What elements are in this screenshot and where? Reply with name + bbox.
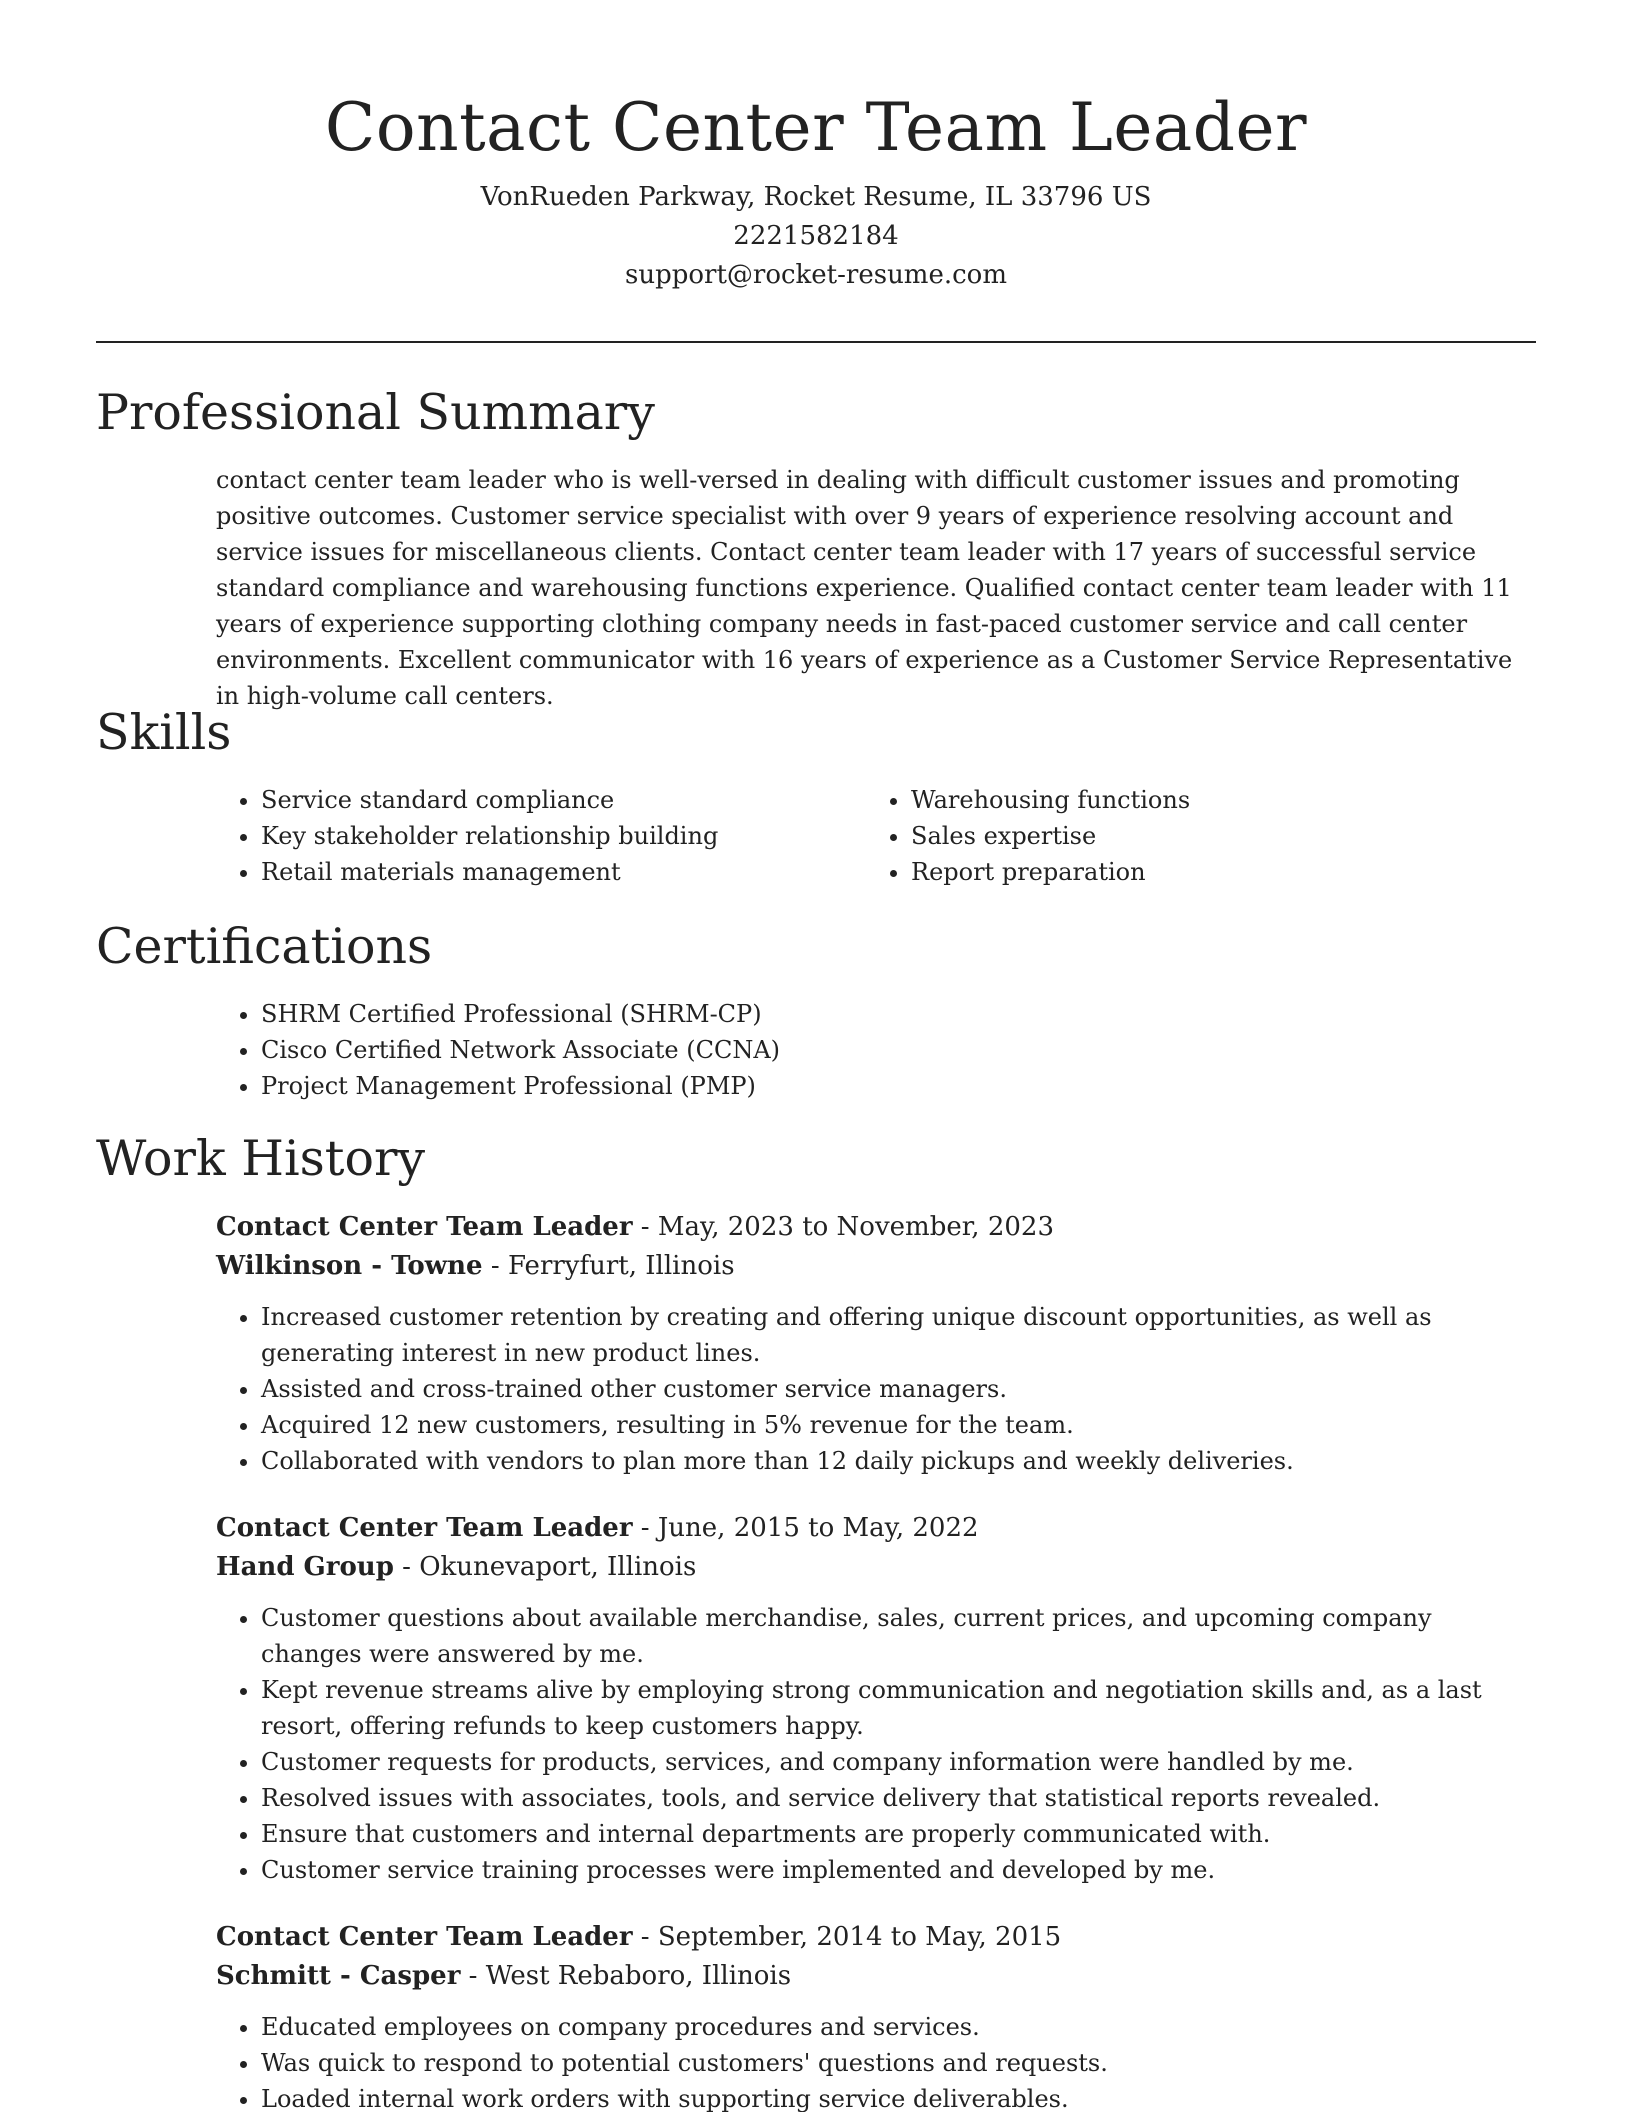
job-bullet: • Ensure that customers and internal departments are properly communicated with.	[261, 1816, 1536, 1852]
job-dates: May, 2023 to November, 2023	[657, 1212, 1054, 1242]
job-bullet: • Acquired 12 new customers, resulting in 5% revenue for the team.	[261, 1407, 1536, 1443]
job-title-line: Contact Center Team Leader - May, 2023 to November, 2023	[216, 1212, 1054, 1242]
candidate-name: Contact Center Team Leader	[324, 89, 1308, 166]
work-history-heading: Work History	[96, 1130, 426, 1187]
job-bullet: • Educated employees on company procedures and services.	[261, 2009, 1536, 2045]
summary-text: contact center team leader who is well-versed in dealing with difficult customer issues and promoting positive outcomes. Customer service specialist with over 9 years of experience resolving account and service issues for miscellaneous clients. Contact center team leader with 17 years of successful service standard compliance and warehousing functions experience. Qualified contact center team leader with 11 years of experience supporting clothing company needs in fast-paced customer service and call center environments. Excellent communicator with 16 years of experience as a Customer Service Representative in high-volume call centers.	[216, 466, 1513, 710]
certification-item: • Cisco Certified Network Associate (CCNA)	[261, 1032, 1536, 1068]
job-bullet: • Customer service training processes were implemented and developed by me.	[261, 1852, 1536, 1888]
skill-item: • Report preparation	[911, 854, 1516, 890]
job-bullet: • Assisted and cross-trained other customer service managers.	[261, 1371, 1536, 1407]
job-company-line: Schmitt - Casper - West Rebaboro, Illinois	[216, 1961, 792, 1991]
job-company-line: Wilkinson - Towne - Ferryfurt, Illinois	[216, 1251, 735, 1281]
job-bullet: • Increased customer retention by creating and offering unique discount opportunities, as well as generating interest in new product lines.	[261, 1299, 1536, 1371]
email: support@rocket-resume.com	[624, 260, 1007, 290]
certification-item: • Project Management Professional (PMP)	[261, 1068, 1536, 1104]
job-company-line: Hand Group - Okunevaport, Illinois	[216, 1552, 697, 1582]
job-title: Contact Center Team Leader	[216, 1922, 633, 1952]
job-title: Contact Center Team Leader	[216, 1513, 633, 1543]
skill-item: • Retail materials management	[261, 854, 866, 890]
skills-list	[216, 782, 1536, 890]
job-dates: September, 2014 to May, 2015	[657, 1922, 1062, 1952]
job-location: West Rebaboro, Illinois	[485, 1961, 792, 1991]
job-location: Ferryfurt, Illinois	[507, 1251, 735, 1281]
job-entry	[216, 1918, 1536, 2112]
job-dates: June, 2015 to May, 2022	[657, 1513, 979, 1543]
summary-heading: Professional Summary	[96, 384, 655, 441]
certification-item: • SHRM Certified Professional (SHRM-CP)	[261, 996, 1536, 1032]
job-entry	[216, 1208, 1536, 1479]
work-history-list	[216, 1208, 1536, 2112]
skill-item: • Sales expertise	[911, 818, 1516, 854]
job-title-line: Contact Center Team Leader - June, 2015 to May, 2022	[216, 1513, 979, 1543]
resume-header	[96, 78, 1536, 295]
job-entry	[216, 1509, 1536, 1888]
job-company: Wilkinson - Towne	[216, 1251, 483, 1281]
job-location: Okunevaport, Illinois	[419, 1552, 697, 1582]
skill-item: • Warehousing functions	[911, 782, 1516, 818]
job-company: Hand Group	[216, 1552, 394, 1582]
job-bullet: • Collaborated with vendors to plan more than 12 daily pickups and weekly deliveries.	[261, 1443, 1536, 1479]
certifications-heading: Certifications	[96, 918, 433, 975]
job-bullet: • Resolved issues with associates, tools, and service delivery that statistical reports revealed.	[261, 1780, 1536, 1816]
job-title: Contact Center Team Leader	[216, 1212, 633, 1242]
job-bullet: • Customer questions about available merchandise, sales, current prices, and upcoming company changes were answered by me.	[261, 1600, 1536, 1672]
job-bullet: • Customer requests for products, services, and company information were handled by me.	[261, 1744, 1536, 1780]
job-company: Schmitt - Casper	[216, 1961, 461, 1991]
skill-item: • Key stakeholder relationship building	[261, 818, 866, 854]
job-bullet: • Loaded internal work orders with supporting service deliverables.	[261, 2081, 1536, 2112]
skills-column-left	[216, 782, 866, 890]
skills-column-right	[866, 782, 1516, 890]
address: VonRueden Parkway, Rocket Resume, IL 33796 US	[480, 182, 1152, 212]
job-title-line: Contact Center Team Leader - September, 2014 to May, 2015	[216, 1922, 1062, 1952]
header-divider	[96, 341, 1536, 343]
skills-heading: Skills	[96, 704, 232, 761]
skill-item: • Service standard compliance	[261, 782, 866, 818]
phone: 2221582184	[733, 221, 899, 251]
job-bullet: • Was quick to respond to potential customers' questions and requests.	[261, 2045, 1536, 2081]
certifications-list	[216, 996, 1536, 1104]
job-bullet: • Kept revenue streams alive by employing strong communication and negotiation skills and, as a last resort, offering refunds to keep customers happy.	[261, 1672, 1536, 1744]
